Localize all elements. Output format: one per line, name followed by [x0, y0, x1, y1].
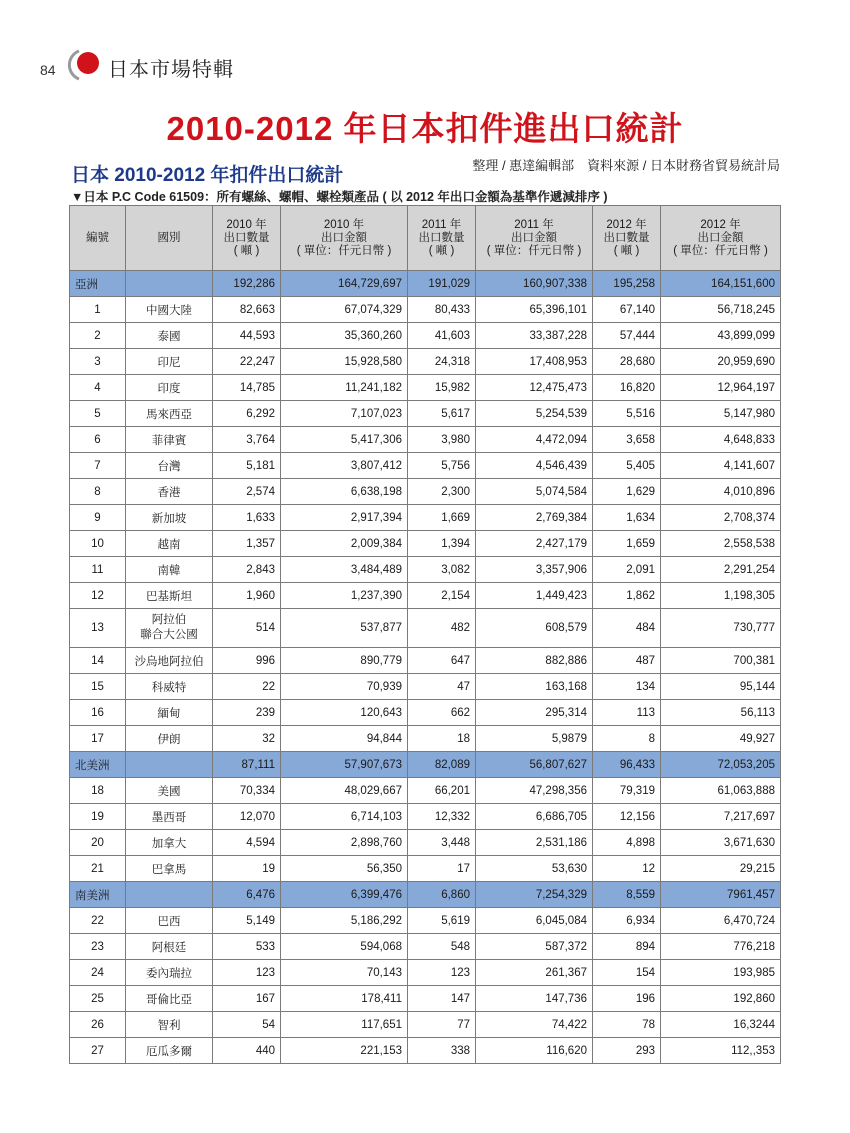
cell-no: 16 — [70, 700, 126, 726]
table-row — [70, 583, 781, 609]
cell-no: 22 — [70, 908, 126, 934]
cell-value-2010: 56,350 — [281, 856, 408, 882]
cell-qty-2011: 41,603 — [408, 323, 476, 349]
cell-qty-2012: 67,140 — [593, 297, 661, 323]
cell-qty-2012: 195,258 — [593, 271, 661, 297]
cell-value-2011: 65,396,101 — [476, 297, 593, 323]
cell-no: 5 — [70, 401, 126, 427]
table-row — [70, 349, 781, 375]
cell-value-2012: 20,959,690 — [661, 349, 781, 375]
cell-no: 19 — [70, 804, 126, 830]
cell-qty-2010: 54 — [213, 1012, 281, 1038]
cell-value-2010: 3,807,412 — [281, 453, 408, 479]
cell-qty-2010: 167 — [213, 986, 281, 1012]
cell-value-2012: 193,985 — [661, 960, 781, 986]
cell-value-2012: 43,899,099 — [661, 323, 781, 349]
cell-value-2011: 7,254,329 — [476, 882, 593, 908]
cell-no: 7 — [70, 453, 126, 479]
cell-qty-2010: 533 — [213, 934, 281, 960]
cell-value-2012: 61,063,888 — [661, 778, 781, 804]
table-row — [70, 557, 781, 583]
cell-no: 4 — [70, 375, 126, 401]
cell-value-2011: 5,074,584 — [476, 479, 593, 505]
cell-value-2010: 221,153 — [281, 1038, 408, 1064]
page-title: 2010-2012 年日本扣件進出口統計 — [166, 110, 684, 147]
cell-value-2012: 112,,353 — [661, 1038, 781, 1064]
cell-qty-2012: 1,862 — [593, 583, 661, 609]
cell-country — [126, 271, 213, 297]
table-row — [70, 700, 781, 726]
cell-value-2011: 147,736 — [476, 986, 593, 1012]
column-header-value-2010: 2010 年 出口金額 ( 單位：仟元日幣 ) — [281, 206, 408, 271]
cell-qty-2011: 548 — [408, 934, 476, 960]
cell-qty-2012: 12 — [593, 856, 661, 882]
cell-country: 菲律賓 — [126, 427, 213, 453]
cell-qty-2011: 482 — [408, 609, 476, 648]
cell-value-2010: 48,029,667 — [281, 778, 408, 804]
cell-qty-2011: 5,617 — [408, 401, 476, 427]
cell-value-2012: 7,217,697 — [661, 804, 781, 830]
cell-no: 24 — [70, 960, 126, 986]
cell-value-2011: 163,168 — [476, 674, 593, 700]
cell-qty-2012: 79,319 — [593, 778, 661, 804]
cell-country: 美國 — [126, 778, 213, 804]
cell-qty-2010: 82,663 — [213, 297, 281, 323]
cell-value-2012: 56,718,245 — [661, 297, 781, 323]
cell-value-2010: 594,068 — [281, 934, 408, 960]
cell-no: 3 — [70, 349, 126, 375]
cell-qty-2011: 6,860 — [408, 882, 476, 908]
table-row — [70, 609, 781, 648]
table-row — [70, 1012, 781, 1038]
cell-qty-2010: 1,633 — [213, 505, 281, 531]
cell-qty-2010: 3,764 — [213, 427, 281, 453]
cell-no: 18 — [70, 778, 126, 804]
cell-qty-2010: 32 — [213, 726, 281, 752]
cell-qty-2011: 123 — [408, 960, 476, 986]
cell-qty-2010: 4,594 — [213, 830, 281, 856]
cell-value-2010: 890,779 — [281, 648, 408, 674]
cell-value-2010: 67,074,329 — [281, 297, 408, 323]
cell-qty-2012: 5,405 — [593, 453, 661, 479]
cell-value-2012: 49,927 — [661, 726, 781, 752]
cell-qty-2012: 96,433 — [593, 752, 661, 778]
table-row — [70, 427, 781, 453]
cell-value-2010: 178,411 — [281, 986, 408, 1012]
cell-value-2012: 2,708,374 — [661, 505, 781, 531]
table-row — [70, 453, 781, 479]
section-title: 日本市場特輯 — [108, 59, 234, 81]
cell-qty-2012: 1,659 — [593, 531, 661, 557]
cell-country: 伊朗 — [126, 726, 213, 752]
cell-qty-2010: 19 — [213, 856, 281, 882]
cell-qty-2011: 662 — [408, 700, 476, 726]
cell-value-2012: 16,3244 — [661, 1012, 781, 1038]
cell-value-2012: 5,147,980 — [661, 401, 781, 427]
table-row — [70, 856, 781, 882]
cell-value-2011: 882,886 — [476, 648, 593, 674]
cell-value-2011: 2,427,179 — [476, 531, 593, 557]
cell-qty-2011: 338 — [408, 1038, 476, 1064]
cell-value-2011: 53,630 — [476, 856, 593, 882]
region-subtotal-row — [70, 752, 781, 778]
cell-value-2011: 160,907,338 — [476, 271, 593, 297]
table-row — [70, 505, 781, 531]
magazine-logo-icon — [66, 47, 102, 83]
cell-country: 馬來西亞 — [126, 401, 213, 427]
cell-value-2011: 2,769,384 — [476, 505, 593, 531]
table-row — [70, 375, 781, 401]
cell-qty-2012: 57,444 — [593, 323, 661, 349]
cell-qty-2012: 894 — [593, 934, 661, 960]
cell-value-2012: 6,470,724 — [661, 908, 781, 934]
cell-value-2010: 57,907,673 — [281, 752, 408, 778]
cell-country: 印度 — [126, 375, 213, 401]
cell-qty-2012: 1,634 — [593, 505, 661, 531]
cell-qty-2011: 77 — [408, 1012, 476, 1038]
cell-value-2011: 1,449,423 — [476, 583, 593, 609]
column-header-country: 國別 — [126, 206, 213, 271]
cell-no: 10 — [70, 531, 126, 557]
table-row — [70, 908, 781, 934]
cell-qty-2010: 5,181 — [213, 453, 281, 479]
cell-qty-2011: 2,300 — [408, 479, 476, 505]
cell-qty-2011: 47 — [408, 674, 476, 700]
cell-no: 9 — [70, 505, 126, 531]
table-row — [70, 804, 781, 830]
cell-value-2011: 4,472,094 — [476, 427, 593, 453]
cell-country: 加拿大 — [126, 830, 213, 856]
cell-qty-2010: 70,334 — [213, 778, 281, 804]
cell-no: 17 — [70, 726, 126, 752]
cell-no: 21 — [70, 856, 126, 882]
cell-country: 越南 — [126, 531, 213, 557]
cell-value-2010: 117,651 — [281, 1012, 408, 1038]
cell-value-2012: 29,215 — [661, 856, 781, 882]
cell-qty-2011: 5,619 — [408, 908, 476, 934]
cell-value-2012: 7961,457 — [661, 882, 781, 908]
table-row — [70, 648, 781, 674]
cell-qty-2012: 154 — [593, 960, 661, 986]
cell-qty-2012: 3,658 — [593, 427, 661, 453]
cell-value-2012: 2,558,538 — [661, 531, 781, 557]
export-statistics-table — [69, 205, 781, 1064]
cell-value-2012: 72,053,205 — [661, 752, 781, 778]
cell-value-2011: 74,422 — [476, 1012, 593, 1038]
cell-value-2011: 116,620 — [476, 1038, 593, 1064]
cell-value-2011: 5,254,539 — [476, 401, 593, 427]
cell-country: 新加坡 — [126, 505, 213, 531]
cell-value-2012: 700,381 — [661, 648, 781, 674]
column-header-value-2011: 2011 年 出口金額 ( 單位：仟元日幣 ) — [476, 206, 593, 271]
cell-country — [126, 882, 213, 908]
cell-value-2011: 608,579 — [476, 609, 593, 648]
cell-value-2012: 95,144 — [661, 674, 781, 700]
cell-country: 巴西 — [126, 908, 213, 934]
cell-value-2012: 4,141,607 — [661, 453, 781, 479]
cell-qty-2010: 12,070 — [213, 804, 281, 830]
cell-qty-2012: 293 — [593, 1038, 661, 1064]
column-header-qty-2010: 2010 年 出口數量 ( 噸 ) — [213, 206, 281, 271]
cell-qty-2010: 22,247 — [213, 349, 281, 375]
cell-qty-2011: 3,448 — [408, 830, 476, 856]
cell-qty-2010: 123 — [213, 960, 281, 986]
cell-qty-2010: 44,593 — [213, 323, 281, 349]
cell-country: 墨西哥 — [126, 804, 213, 830]
table-row — [70, 778, 781, 804]
cell-country: 阿根廷 — [126, 934, 213, 960]
cell-qty-2011: 191,029 — [408, 271, 476, 297]
cell-qty-2011: 5,756 — [408, 453, 476, 479]
cell-qty-2012: 8 — [593, 726, 661, 752]
cell-qty-2012: 28,680 — [593, 349, 661, 375]
table-note: ▼日本 P.C Code 61509：所有螺絲、螺帽、螺栓類產品 ( 以 2012 年出口金額為基準作遞減排序 ) — [71, 190, 608, 204]
cell-no: 25 — [70, 986, 126, 1012]
cell-value-2010: 2,917,394 — [281, 505, 408, 531]
cell-no: 23 — [70, 934, 126, 960]
table-row — [70, 531, 781, 557]
cell-value-2010: 3,484,489 — [281, 557, 408, 583]
cell-qty-2011: 3,082 — [408, 557, 476, 583]
cell-qty-2012: 16,820 — [593, 375, 661, 401]
cell-qty-2011: 18 — [408, 726, 476, 752]
cell-qty-2012: 12,156 — [593, 804, 661, 830]
cell-value-2010: 11,241,182 — [281, 375, 408, 401]
cell-qty-2010: 22 — [213, 674, 281, 700]
table-row — [70, 934, 781, 960]
cell-country: 巴拿馬 — [126, 856, 213, 882]
table-body — [70, 271, 781, 1064]
source-credit: 整理 / 惠達編輯部 資料來源 / 日本財務省貿易統計局 — [472, 158, 780, 173]
cell-no: 亞洲 — [70, 271, 126, 297]
cell-value-2010: 2,009,384 — [281, 531, 408, 557]
cell-qty-2012: 78 — [593, 1012, 661, 1038]
cell-value-2011: 33,387,228 — [476, 323, 593, 349]
cell-value-2012: 2,291,254 — [661, 557, 781, 583]
cell-qty-2011: 80,433 — [408, 297, 476, 323]
cell-value-2012: 192,860 — [661, 986, 781, 1012]
cell-value-2011: 295,314 — [476, 700, 593, 726]
cell-value-2010: 5,417,306 — [281, 427, 408, 453]
column-header-qty-2012: 2012 年 出口數量 ( 噸 ) — [593, 206, 661, 271]
cell-value-2010: 94,844 — [281, 726, 408, 752]
cell-qty-2012: 1,629 — [593, 479, 661, 505]
cell-qty-2011: 1,669 — [408, 505, 476, 531]
table-row — [70, 986, 781, 1012]
cell-qty-2011: 2,154 — [408, 583, 476, 609]
cell-qty-2010: 440 — [213, 1038, 281, 1064]
cell-country: 巴基斯坦 — [126, 583, 213, 609]
cell-country: 香港 — [126, 479, 213, 505]
cell-value-2012: 776,218 — [661, 934, 781, 960]
region-subtotal-row — [70, 271, 781, 297]
table-row — [70, 674, 781, 700]
cell-country: 緬甸 — [126, 700, 213, 726]
cell-no: 14 — [70, 648, 126, 674]
cell-value-2010: 6,638,198 — [281, 479, 408, 505]
cell-value-2012: 3,671,630 — [661, 830, 781, 856]
table-row — [70, 401, 781, 427]
cell-qty-2012: 2,091 — [593, 557, 661, 583]
cell-no: 26 — [70, 1012, 126, 1038]
cell-country: 印尼 — [126, 349, 213, 375]
cell-qty-2010: 996 — [213, 648, 281, 674]
cell-qty-2010: 6,476 — [213, 882, 281, 908]
cell-value-2010: 6,399,476 — [281, 882, 408, 908]
cell-no: 南美洲 — [70, 882, 126, 908]
table-row — [70, 323, 781, 349]
cell-country: 哥倫比亞 — [126, 986, 213, 1012]
cell-value-2011: 3,357,906 — [476, 557, 593, 583]
cell-value-2010: 70,143 — [281, 960, 408, 986]
cell-qty-2012: 134 — [593, 674, 661, 700]
cell-qty-2010: 239 — [213, 700, 281, 726]
cell-value-2010: 5,186,292 — [281, 908, 408, 934]
cell-value-2011: 4,546,439 — [476, 453, 593, 479]
cell-country: 智利 — [126, 1012, 213, 1038]
cell-qty-2011: 3,980 — [408, 427, 476, 453]
cell-no: 8 — [70, 479, 126, 505]
table-row — [70, 830, 781, 856]
cell-no: 20 — [70, 830, 126, 856]
cell-value-2011: 6,686,705 — [476, 804, 593, 830]
cell-no: 12 — [70, 583, 126, 609]
cell-country: 台灣 — [126, 453, 213, 479]
cell-value-2012: 1,198,305 — [661, 583, 781, 609]
cell-qty-2012: 113 — [593, 700, 661, 726]
cell-value-2011: 47,298,356 — [476, 778, 593, 804]
cell-qty-2010: 1,357 — [213, 531, 281, 557]
cell-value-2012: 730,777 — [661, 609, 781, 648]
cell-country: 阿拉伯 聯合大公國 — [126, 609, 213, 648]
cell-value-2011: 5,9879 — [476, 726, 593, 752]
cell-qty-2012: 487 — [593, 648, 661, 674]
cell-qty-2011: 1,394 — [408, 531, 476, 557]
cell-country — [126, 752, 213, 778]
cell-qty-2010: 5,149 — [213, 908, 281, 934]
cell-value-2012: 164,151,600 — [661, 271, 781, 297]
cell-qty-2010: 192,286 — [213, 271, 281, 297]
cell-qty-2011: 147 — [408, 986, 476, 1012]
cell-qty-2012: 4,898 — [593, 830, 661, 856]
cell-country: 委內瑞拉 — [126, 960, 213, 986]
cell-qty-2012: 5,516 — [593, 401, 661, 427]
table-header — [70, 206, 781, 271]
cell-value-2010: 120,643 — [281, 700, 408, 726]
cell-value-2012: 56,113 — [661, 700, 781, 726]
cell-no: 北美洲 — [70, 752, 126, 778]
cell-qty-2012: 484 — [593, 609, 661, 648]
cell-value-2012: 4,010,896 — [661, 479, 781, 505]
cell-value-2011: 261,367 — [476, 960, 593, 986]
cell-country: 南韓 — [126, 557, 213, 583]
cell-value-2011: 6,045,084 — [476, 908, 593, 934]
cell-no: 1 — [70, 297, 126, 323]
cell-country: 科威特 — [126, 674, 213, 700]
cell-qty-2012: 6,934 — [593, 908, 661, 934]
cell-value-2010: 164,729,697 — [281, 271, 408, 297]
cell-no: 2 — [70, 323, 126, 349]
cell-country: 沙烏地阿拉伯 — [126, 648, 213, 674]
region-subtotal-row — [70, 882, 781, 908]
cell-qty-2010: 87,111 — [213, 752, 281, 778]
cell-qty-2010: 6,292 — [213, 401, 281, 427]
column-header-value-2012: 2012 年 出口金額 ( 單位：仟元日幣 ) — [661, 206, 781, 271]
cell-country: 中國大陸 — [126, 297, 213, 323]
cell-value-2010: 537,877 — [281, 609, 408, 648]
cell-no: 13 — [70, 609, 126, 648]
cell-qty-2012: 196 — [593, 986, 661, 1012]
cell-qty-2010: 514 — [213, 609, 281, 648]
cell-value-2011: 587,372 — [476, 934, 593, 960]
table-row — [70, 726, 781, 752]
cell-value-2010: 2,898,760 — [281, 830, 408, 856]
cell-qty-2010: 2,574 — [213, 479, 281, 505]
column-header-qty-2011: 2011 年 出口數量 ( 噸 ) — [408, 206, 476, 271]
cell-qty-2012: 8,559 — [593, 882, 661, 908]
cell-qty-2011: 17 — [408, 856, 476, 882]
cell-no: 6 — [70, 427, 126, 453]
cell-no: 27 — [70, 1038, 126, 1064]
cell-qty-2011: 15,982 — [408, 375, 476, 401]
cell-qty-2010: 2,843 — [213, 557, 281, 583]
cell-value-2011: 56,807,627 — [476, 752, 593, 778]
cell-qty-2011: 647 — [408, 648, 476, 674]
table-row — [70, 479, 781, 505]
table-row — [70, 1038, 781, 1064]
cell-value-2011: 12,475,473 — [476, 375, 593, 401]
cell-qty-2011: 12,332 — [408, 804, 476, 830]
column-header-no: 編號 — [70, 206, 126, 271]
cell-no: 11 — [70, 557, 126, 583]
table-row — [70, 960, 781, 986]
cell-value-2012: 12,964,197 — [661, 375, 781, 401]
cell-qty-2011: 24,318 — [408, 349, 476, 375]
cell-qty-2010: 14,785 — [213, 375, 281, 401]
cell-country: 厄瓜多爾 — [126, 1038, 213, 1064]
cell-qty-2011: 82,089 — [408, 752, 476, 778]
cell-value-2010: 1,237,390 — [281, 583, 408, 609]
cell-value-2011: 17,408,953 — [476, 349, 593, 375]
cell-value-2010: 6,714,103 — [281, 804, 408, 830]
cell-value-2011: 2,531,186 — [476, 830, 593, 856]
cell-value-2012: 4,648,833 — [661, 427, 781, 453]
page-number: 84 — [40, 62, 56, 78]
table-subtitle: 日本 2010-2012 年扣件出口統計 — [71, 165, 344, 186]
cell-country: 泰國 — [126, 323, 213, 349]
table-row — [70, 297, 781, 323]
cell-qty-2011: 66,201 — [408, 778, 476, 804]
cell-value-2010: 35,360,260 — [281, 323, 408, 349]
cell-qty-2010: 1,960 — [213, 583, 281, 609]
cell-value-2010: 7,107,023 — [281, 401, 408, 427]
cell-value-2010: 70,939 — [281, 674, 408, 700]
cell-value-2010: 15,928,580 — [281, 349, 408, 375]
cell-no: 15 — [70, 674, 126, 700]
